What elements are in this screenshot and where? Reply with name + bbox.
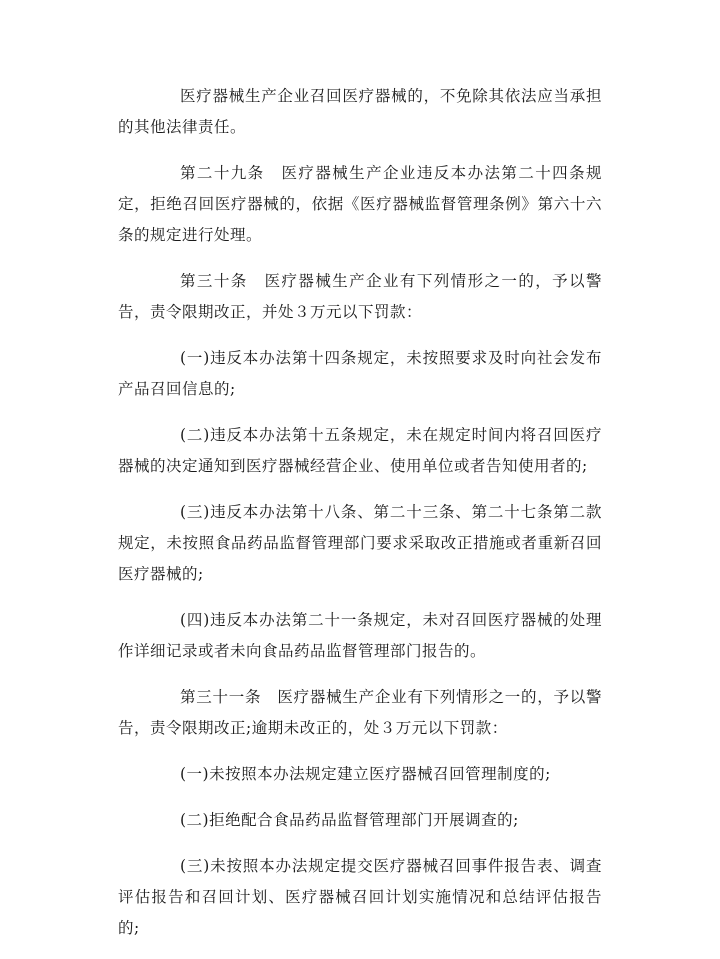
paragraph-article-31-item-3: (三)未按照本办法规定提交医疗器械召回事件报告表、调查评估报告和召回计划、医疗器械召回计划实施情况和总结评估报告的; bbox=[118, 857, 602, 937]
paragraph-article-29: 第二十九条 医疗器械生产企业违反本办法第二十四条规定，拒绝召回医疗器械的，依据《医疗器械监督管理条例》第六十六条的规定进行处理。 bbox=[118, 164, 602, 244]
paragraph-article-31-item-2: (二)拒绝配合食品药品监督管理部门开展调查的; bbox=[180, 811, 519, 829]
document-body bbox=[118, 81, 602, 959]
paragraph-article-30: 第三十条 医疗器械生产企业有下列情形之一的，予以警告，责令限期改正，并处３万元以下罚款： bbox=[118, 272, 602, 321]
paragraph-article-31: 第三十一条 医疗器械生产企业有下列情形之一的，予以警告，责令限期改正;逾期未改正的，处３万元以下罚款： bbox=[118, 688, 602, 737]
paragraph-liability-not-exempt: 医疗器械生产企业召回医疗器械的，不免除其依法应当承担的其他法律责任。 bbox=[118, 87, 602, 136]
paragraph-article-30-item-3: (三)违反本办法第十八条、第二十三条、第二十七条第二款规定，未按照食品药品监督管理部门要求采取改正措施或者重新召回医疗器械的; bbox=[118, 503, 602, 583]
paragraph-article-31-item-1: (一)未按照本办法规定建立医疗器械召回管理制度的; bbox=[180, 765, 551, 783]
paragraph-article-30-item-4: (四)违反本办法第二十一条规定，未对召回医疗器械的处理作详细记录或者未向食品药品监督管理部门报告的。 bbox=[118, 611, 602, 660]
paragraph-article-30-item-1: (一)违反本办法第十四条规定，未按照要求及时向社会发布产品召回信息的; bbox=[118, 349, 602, 398]
paragraph-article-30-item-2: (二)违反本办法第十五条规定，未在规定时间内将召回医疗器械的决定通知到医疗器械经营企业、使用单位或者告知使用者的; bbox=[118, 426, 602, 475]
